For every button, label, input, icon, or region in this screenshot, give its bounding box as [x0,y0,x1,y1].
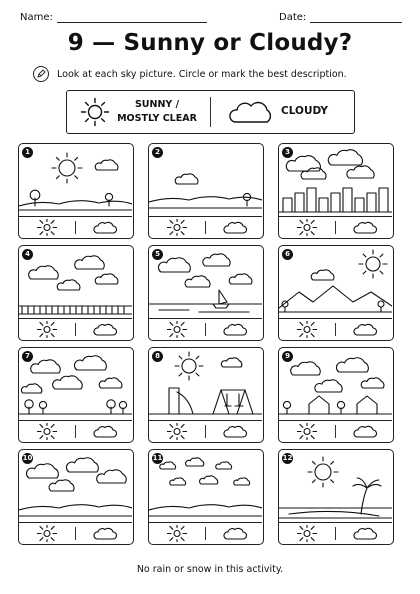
card-number-badge: 8 [152,351,163,362]
cloudy-option-icon[interactable] [353,424,377,439]
card-number-badge: 10 [22,454,33,462]
options-divider [335,425,336,438]
cloud-icon [227,100,275,126]
card-number-badge: 1 [22,147,33,158]
picture-card [18,347,134,443]
options-divider [75,221,76,234]
card-number-badge: 9 [282,351,293,362]
sky-scene [149,450,262,522]
answer-options [19,522,132,544]
options-divider [205,323,206,336]
cloudy-option-icon[interactable] [223,220,247,235]
answer-options [19,318,132,340]
sky-scene [149,144,262,216]
card-number-badge: 3 [282,147,293,158]
cloudy-option-icon[interactable] [93,424,117,439]
card-number-badge: 7 [22,351,33,362]
picture-card [278,143,394,239]
sunny-option-icon[interactable] [37,423,57,440]
name-field[interactable] [20,12,207,23]
name-label: Name: [20,12,53,23]
sky-scene [19,450,132,522]
options-divider [205,221,206,234]
answer-options [19,216,132,238]
name-line[interactable] [57,12,207,23]
options-divider [205,425,206,438]
cloudy-option-icon[interactable] [353,220,377,235]
answer-options [149,420,262,442]
options-divider [205,527,206,540]
picture-card [148,143,264,239]
date-line[interactable] [310,12,402,23]
cloudy-option-icon[interactable] [93,220,117,235]
picture-card [278,245,394,341]
card-number-badge: 2 [152,147,163,158]
answer-options [279,420,392,442]
cloudy-option-icon[interactable] [223,526,247,541]
legend-divider [210,97,211,127]
sunny-option-icon[interactable] [297,321,317,338]
options-divider [335,527,336,540]
pencil-icon [33,66,49,82]
answer-options [149,318,262,340]
answer-options [149,216,262,238]
sky-scene [279,144,392,216]
sky-scene [279,450,392,522]
sunny-option-icon[interactable] [167,423,187,440]
answer-key-legend [66,90,355,134]
card-number-badge: 4 [22,249,33,260]
instructions-text: Look at each sky picture. Circle or mark the best description. [57,68,347,80]
sky-scene [279,348,392,420]
date-field[interactable] [279,12,402,23]
sky-scene [149,246,262,318]
answer-options [279,522,392,544]
options-divider [335,221,336,234]
sunny-option-icon[interactable] [167,219,187,236]
sunny-option-icon[interactable] [167,525,187,542]
options-divider [75,425,76,438]
answer-options [279,318,392,340]
sky-scene [19,348,132,420]
options-divider [75,323,76,336]
sky-scene [279,246,392,318]
cloudy-option-icon[interactable] [353,322,377,337]
answer-options [279,216,392,238]
card-number-badge: 6 [282,249,293,260]
picture-card [148,449,264,545]
picture-card [18,449,134,545]
options-divider [335,323,336,336]
answer-options [149,522,262,544]
picture-card [18,143,134,239]
options-divider [75,527,76,540]
card-number-badge: 12 [282,454,293,462]
cloudy-label: CLOUDY [281,105,329,117]
card-number-badge: 11 [152,454,163,462]
cloudy-option-icon[interactable] [353,526,377,541]
picture-card [278,347,394,443]
picture-card [278,449,394,545]
cloudy-option-icon[interactable] [223,424,247,439]
sun-icon [79,97,111,127]
cloudy-option-icon[interactable] [223,322,247,337]
sunny-option-icon[interactable] [37,321,57,338]
sunny-option-icon[interactable] [297,525,317,542]
page-title: 9 — Sunny or Cloudy? [67,30,353,56]
footer-note: No rain or snow in this activity. [136,564,284,575]
sky-scene [19,144,132,216]
sunny-option-icon[interactable] [37,219,57,236]
sky-scene [149,348,262,420]
sunny-option-icon[interactable] [297,219,317,236]
instructions-row [33,66,347,82]
picture-card [148,245,264,341]
sunny-option-icon[interactable] [167,321,187,338]
picture-card [18,245,134,341]
picture-card [148,347,264,443]
date-label: Date: [279,12,307,23]
sunny-label: SUNNY / MOSTLY CLEAR [117,99,197,124]
sunny-option-icon[interactable] [297,423,317,440]
sunny-option-icon[interactable] [37,525,57,542]
card-number-badge: 5 [152,249,163,260]
sky-scene [19,246,132,318]
cloudy-option-icon[interactable] [93,526,117,541]
answer-options [19,420,132,442]
cloudy-option-icon[interactable] [93,322,117,337]
